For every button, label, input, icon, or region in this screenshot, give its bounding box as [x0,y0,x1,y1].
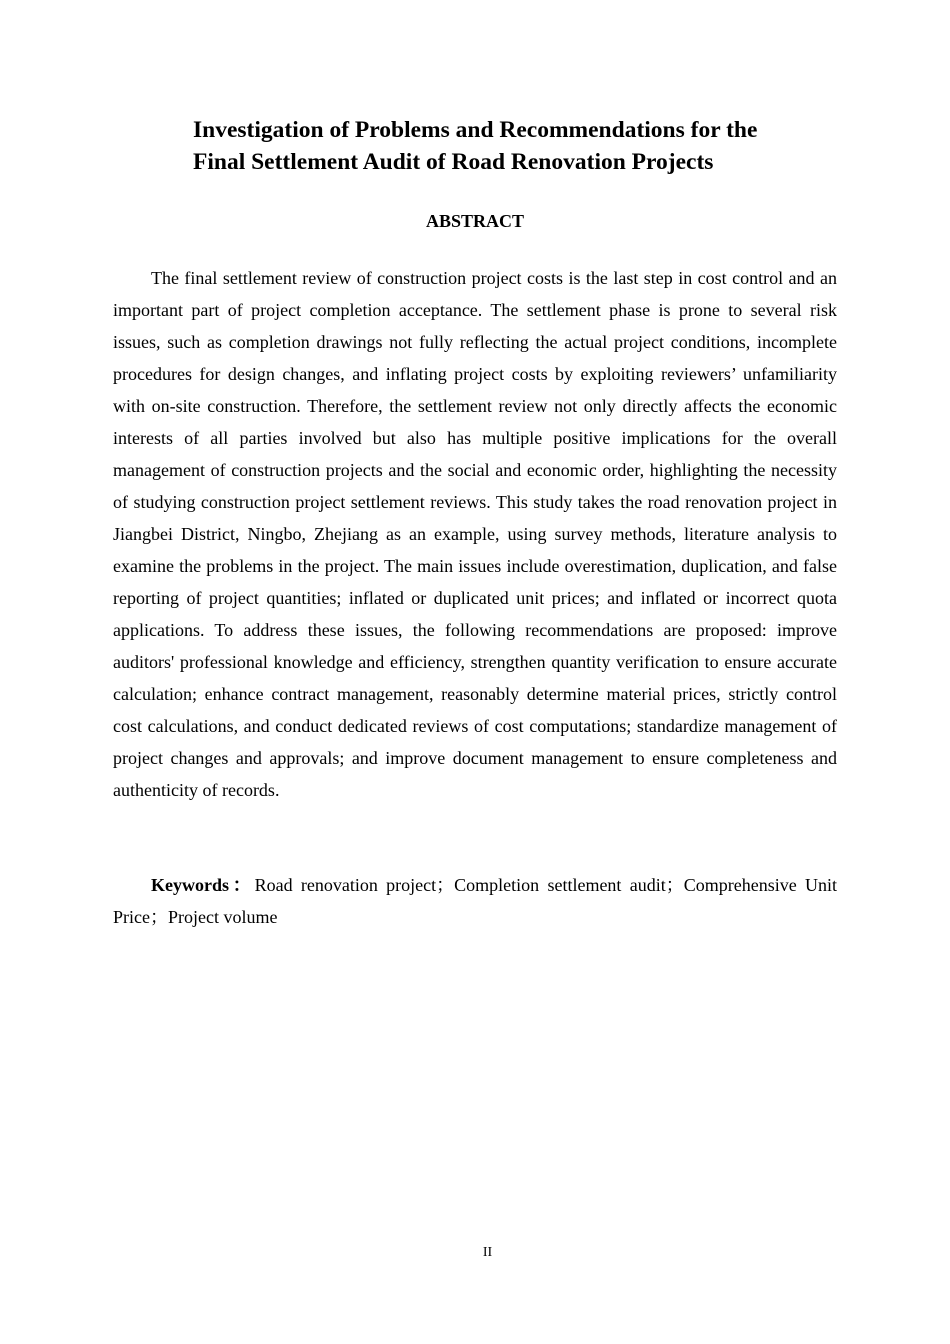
keywords-label: Keywords： [151,875,255,895]
page-number: II [482,1245,493,1260]
keywords-text: Road renovation project；Completion settlement audit；Comprehensive Unit Price；Project volume [113,875,838,927]
abstract-heading: ABSTRACT [425,211,525,231]
paper-title-line-1: Investigation of Problems and Recommendations for the [193,117,758,143]
paper-title-line-2: Final Settlement Audit of Road Renovation Projects [193,149,714,175]
paper-title [193,114,873,178]
keywords-paragraph [113,869,837,933]
abstract-paragraph: The final settlement review of construction project costs is the last step in cost control and an important part of project completion acceptance. The settlement phase is prone to several risk issues, such as completion drawings not fully reflecting the actual project conditions, incomplete procedures for design changes, and inflating project costs by exploiting reviewers’ unfamiliarity with on-site construction. Therefore, the settlement review not only directly affects the economic interests of all parties involved but also has multiple positive implications for the overall management of construction projects and the social and economic order, highlighting the necessity of studying construction project settlement reviews. This study takes the road renovation project in Jiangbei District, Ningbo, Zhejiang as an example, using survey methods, literature analysis to examine the problems in the project. The main issues include overestimation, duplication, and false reporting of project quantities; inflated or duplicated unit prices; and inflated or incorrect quota applications. To address these issues, the following recommendations are proposed: improve auditors' professional knowledge and efficiency, strengthen quantity verification to ensure accurate calculation; enhance contract management, reasonably determine material prices, strictly control cost calculations, and conduct dedicated reviews of cost computations; standardize management of project changes and approvals; and improve document management to ensure completeness and authenticity of records. [113,268,837,800]
